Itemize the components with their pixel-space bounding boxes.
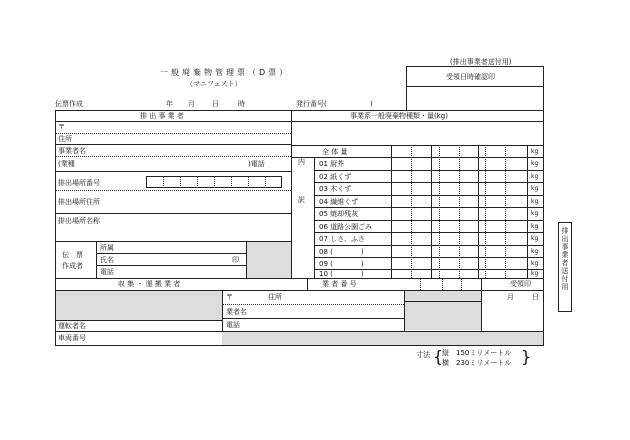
waste-item-09: 09 ( )	[319, 260, 364, 268]
kg-unit-05: kg	[531, 210, 539, 217]
size-note-vertical: 縦 150ミリメートル	[442, 349, 512, 357]
site-address-label: 排出場所住所	[58, 198, 100, 206]
gray-block-transport-left	[56, 290, 222, 320]
kg-unit-07: kg	[531, 235, 539, 242]
transport-phone-label: 電話	[226, 321, 240, 329]
waste-total-label: 全 体 量	[322, 148, 348, 156]
waste-item-07: 07 しさ、ふさ	[319, 235, 365, 243]
waste-item-06: 06 道路公園ごみ	[319, 223, 373, 231]
waste-item-05: 05 焼却残灰	[319, 210, 359, 218]
tel-label: 電話	[100, 268, 114, 276]
receipt-month-label: 月	[507, 293, 514, 301]
site-name-label: 排出場所名称	[58, 217, 100, 225]
kg-unit-01: kg	[531, 160, 539, 167]
slip-creator-text: 伝 票 作成者	[62, 251, 83, 270]
name-label: 氏名	[100, 256, 114, 264]
receipt-seal-label: 受領印	[510, 280, 531, 288]
breakdown-top: 内	[298, 158, 305, 166]
size-note-horizontal: 横 230ミリメートル	[442, 359, 512, 367]
hour-label: 時	[238, 100, 245, 108]
receipt-day-label: 日	[532, 293, 539, 301]
transport-postal: 〒	[226, 293, 233, 301]
issue-no-close: )	[370, 100, 373, 108]
size-note-label: 寸法	[416, 351, 430, 359]
breakdown-bottom: 訳	[298, 196, 305, 204]
gray-block-creator	[246, 241, 291, 278]
form-title: 一般廃棄物管理票（D票）	[160, 68, 291, 77]
month-label: 月	[188, 100, 195, 108]
kg-unit-06: kg	[531, 223, 539, 230]
waste-item-01: 01 厨芥	[319, 160, 345, 168]
day-label: 日	[212, 100, 219, 108]
emitter-address-label: 住所	[58, 135, 72, 143]
trader-no-label: 業 者 番 号	[322, 280, 357, 288]
kg-unit-03: kg	[531, 185, 539, 192]
transport-company-label: 業者名	[226, 308, 247, 316]
slip-creator-label	[62, 250, 83, 272]
emitter-postal: 〒	[58, 123, 65, 131]
gray-block-transport-bottom	[222, 331, 543, 345]
kg-unit-09: kg	[531, 260, 539, 267]
waste-item-08: 08 ( )	[319, 248, 364, 256]
side-label: 排出事業者送付用	[561, 227, 569, 291]
waste-item-02: 02 紙くず	[319, 173, 352, 181]
form-subtitle: （マニフェスト）	[186, 80, 242, 88]
gray-block-transport-mid	[404, 290, 481, 330]
transport-address-label: 住所	[268, 293, 282, 301]
seal-label: 印	[232, 256, 239, 264]
receipt-confirm-label: 受領日時確認印	[446, 73, 495, 81]
waste-heading: 事業系一般廃棄物種類・量(kg)	[350, 112, 448, 120]
emitter-industry-label: (業種	[58, 160, 75, 168]
kg-unit-04: kg	[531, 198, 539, 205]
year-label: 年	[166, 100, 173, 108]
transport-heading: 収 集 ・ 運 搬 業 者	[118, 280, 181, 288]
kg-unit-08: kg	[531, 248, 539, 255]
waste-item-04: 04 繊維くず	[319, 198, 359, 206]
emitter-company-label: 事業者名	[58, 147, 86, 155]
vehicle-label: 車両番号	[58, 334, 86, 342]
kg-unit-02: kg	[531, 173, 539, 180]
issue-no-label: 発行番号(	[296, 100, 327, 108]
emitter-phone-label: )電話	[248, 160, 265, 168]
size-note-bracket: {	[433, 347, 444, 366]
size-note-bracket-close: }	[521, 347, 532, 366]
waste-item-10: 10 ( )	[319, 270, 364, 278]
copy-note: (排出事業者送付用)	[450, 58, 512, 66]
affiliation-label: 所属	[100, 244, 114, 252]
waste-item-03: 03 木くず	[319, 185, 352, 193]
kg-unit-10: kg	[531, 270, 539, 277]
site-number-label: 排出場所番号	[58, 179, 100, 187]
issue-label: 伝票作成	[55, 100, 83, 108]
emitter-heading: 排 出 事 業 者	[140, 112, 184, 120]
kg-unit-total: kg	[531, 148, 539, 155]
driver-label: 運転者名	[58, 322, 86, 330]
